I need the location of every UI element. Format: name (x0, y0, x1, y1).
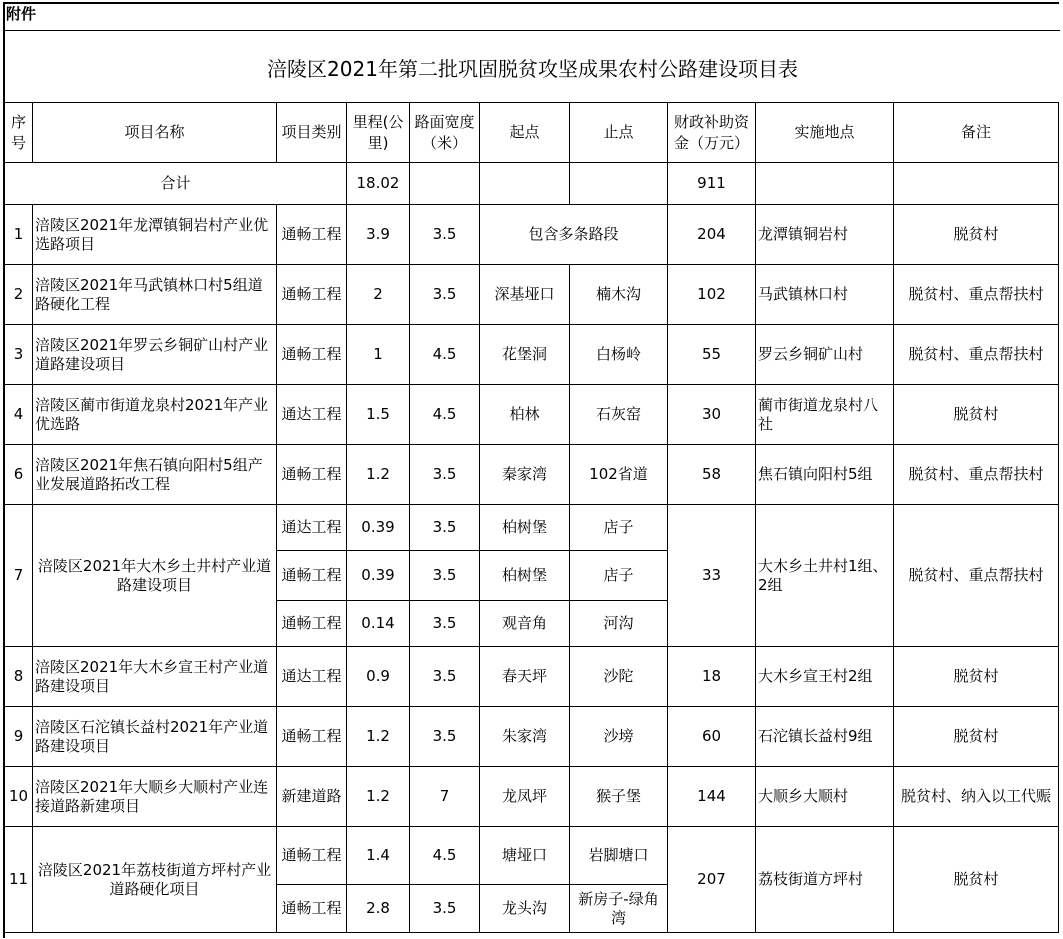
row-location: 焦石镇向阳村5组 (756, 445, 894, 505)
table-row (5, 445, 1059, 505)
row-category: 通达工程 (277, 647, 347, 707)
row-start-end: 包含多条路段 (480, 205, 668, 265)
table-row (5, 325, 1059, 385)
row-width: 3.5 (410, 205, 480, 265)
total-end-empty (570, 163, 668, 205)
row-note: 脱贫村 (894, 385, 1059, 445)
total-start-empty (480, 163, 570, 205)
row-note: 脱贫村、重点帮扶村 (894, 505, 1059, 647)
row-fund: 33 (668, 505, 756, 647)
row-project-name: 涪陵区2021年荔枝街道方坪村产业道路硬化项目 (33, 827, 277, 933)
header-end: 止点 (570, 103, 668, 163)
row-location: 荔枝街道方坪村 (756, 827, 894, 933)
row-start: 秦家湾 (480, 445, 570, 505)
total-row (5, 163, 1059, 205)
total-mileage: 18.02 (347, 163, 410, 205)
row-end: 店子 (570, 551, 668, 601)
total-note-empty (894, 163, 1059, 205)
row-location: 罗云乡铜矿山村 (756, 325, 894, 385)
row-note: 脱贫村、重点帮扶村 (894, 325, 1059, 385)
row-fund: 30 (668, 385, 756, 445)
row-end: 石灰窑 (570, 385, 668, 445)
row-seq: 11 (5, 827, 33, 933)
table-row (5, 827, 1059, 885)
row-mileage: 1 (347, 325, 410, 385)
row-mileage: 0.9 (347, 647, 410, 707)
row-project-name: 涪陵区2021年马武镇林口村5组道路硬化工程 (33, 265, 277, 325)
row-note: 脱贫村、纳入以工代赈 (894, 767, 1059, 827)
row-mileage: 0.14 (347, 601, 410, 647)
row-end: 沙塝 (570, 707, 668, 767)
row-start: 春天坪 (480, 647, 570, 707)
row-start: 塘垭口 (480, 827, 570, 885)
row-end: 新房子-绿角湾 (570, 885, 668, 933)
row-location: 蔺市街道龙泉村八社 (756, 385, 894, 445)
row-note: 脱贫村 (894, 707, 1059, 767)
row-category: 通畅工程 (277, 885, 347, 933)
row-seq: 4 (5, 385, 33, 445)
row-width: 3.5 (410, 601, 480, 647)
row-seq: 7 (5, 505, 33, 647)
row-project-name: 涪陵区2021年焦石镇向阳村5组产业发展道路拓改工程 (33, 445, 277, 505)
total-width-empty (410, 163, 480, 205)
row-mileage: 1.2 (347, 707, 410, 767)
row-mileage: 1.2 (347, 767, 410, 827)
row-end: 沙陀 (570, 647, 668, 707)
row-project-name: 涪陵区2021年龙潭镇铜岩村产业优选路项目 (33, 205, 277, 265)
row-location: 大木乡宣王村2组 (756, 647, 894, 707)
annex-label: 附件 (6, 5, 37, 23)
row-seq: 2 (5, 265, 33, 325)
row-width: 4.5 (410, 385, 480, 445)
row-seq: 10 (5, 767, 33, 827)
row-end: 店子 (570, 505, 668, 551)
row-category: 通畅工程 (277, 601, 347, 647)
row-category: 通畅工程 (277, 827, 347, 885)
row-mileage: 2 (347, 265, 410, 325)
row-location: 石沱镇长益村9组 (756, 707, 894, 767)
header-row (5, 103, 1059, 163)
row-project-name: 涪陵区2021年大顺乡大顺村产业连接道路新建项目 (33, 767, 277, 827)
row-fund: 18 (668, 647, 756, 707)
row-start: 柏林 (480, 385, 570, 445)
row-start: 柏树堡 (480, 551, 570, 601)
row-location: 大木乡土井村1组、2组 (756, 505, 894, 647)
table-row (5, 767, 1059, 827)
header-width: 路面宽度（米） (410, 103, 480, 163)
row-category: 通畅工程 (277, 205, 347, 265)
row-start: 深基垭口 (480, 265, 570, 325)
row-location: 大顺乡大顺村 (756, 767, 894, 827)
row-start: 柏树堡 (480, 505, 570, 551)
row-mileage: 1.4 (347, 827, 410, 885)
table-row (5, 265, 1059, 325)
total-label: 合计 (5, 163, 347, 205)
row-end: 猴子堡 (570, 767, 668, 827)
row-width: 3.5 (410, 551, 480, 601)
row-category: 通畅工程 (277, 551, 347, 601)
table-row (5, 707, 1059, 767)
row-width: 4.5 (410, 827, 480, 885)
page-title: 涪陵区2021年第二批巩固脱贫攻坚成果农村公路建设项目表 (4, 30, 1060, 103)
row-fund: 102 (668, 265, 756, 325)
row-project-name: 涪陵区蔺市街道龙泉村2021年产业优选路 (33, 385, 277, 445)
row-mileage: 3.9 (347, 205, 410, 265)
row-fund: 55 (668, 325, 756, 385)
row-note: 脱贫村、重点帮扶村 (894, 445, 1059, 505)
row-mileage: 0.39 (347, 551, 410, 601)
row-category: 通畅工程 (277, 707, 347, 767)
row-seq: 9 (5, 707, 33, 767)
row-category: 通畅工程 (277, 445, 347, 505)
row-start: 龙头沟 (480, 885, 570, 933)
row-category: 新建道路 (277, 767, 347, 827)
row-mileage: 1.2 (347, 445, 410, 505)
row-fund: 58 (668, 445, 756, 505)
row-width: 3.5 (410, 505, 480, 551)
row-end: 岩脚塘口 (570, 827, 668, 885)
row-category: 通达工程 (277, 505, 347, 551)
row-width: 3.5 (410, 647, 480, 707)
header-note: 备注 (894, 103, 1059, 163)
row-location: 龙潭镇铜岩村 (756, 205, 894, 265)
row-project-name: 涪陵区石沱镇长益村2021年产业道路建设项目 (33, 707, 277, 767)
row-note: 脱贫村 (894, 205, 1059, 265)
header-name: 项目名称 (33, 103, 277, 163)
row-project-name: 涪陵区2021年大木乡土井村产业道路建设项目 (33, 505, 277, 647)
row-fund: 60 (668, 707, 756, 767)
header-seq: 序号 (5, 103, 33, 163)
row-project-name: 涪陵区2021年大木乡宣王村产业道路建设项目 (33, 647, 277, 707)
row-width: 7 (410, 767, 480, 827)
header-mileage: 里程(公里) (347, 103, 410, 163)
row-note: 脱贫村 (894, 827, 1059, 933)
row-width: 3.5 (410, 445, 480, 505)
row-width: 4.5 (410, 325, 480, 385)
row-seq: 1 (5, 205, 33, 265)
row-end: 河沟 (570, 601, 668, 647)
total-location-empty (756, 163, 894, 205)
row-mileage: 2.8 (347, 885, 410, 933)
row-fund: 207 (668, 827, 756, 933)
table-row (5, 505, 1059, 551)
row-seq: 3 (5, 325, 33, 385)
row-seq: 8 (5, 647, 33, 707)
row-project-name: 涪陵区2021年罗云乡铜矿山村产业道路建设项目 (33, 325, 277, 385)
row-end: 102省道 (570, 445, 668, 505)
table-row (5, 647, 1059, 707)
table-row (5, 385, 1059, 445)
row-width: 3.5 (410, 885, 480, 933)
row-width: 3.5 (410, 707, 480, 767)
header-fund: 财政补助资金（万元） (668, 103, 756, 163)
row-note: 脱贫村 (894, 647, 1059, 707)
row-fund: 204 (668, 205, 756, 265)
row-start: 花堡洞 (480, 325, 570, 385)
row-mileage: 1.5 (347, 385, 410, 445)
row-end: 白杨岭 (570, 325, 668, 385)
row-end: 楠木沟 (570, 265, 668, 325)
header-category: 项目类别 (277, 103, 347, 163)
row-mileage: 0.39 (347, 505, 410, 551)
row-location: 马武镇林口村 (756, 265, 894, 325)
row-category: 通畅工程 (277, 325, 347, 385)
total-fund: 911 (668, 163, 756, 205)
row-category: 通畅工程 (277, 265, 347, 325)
row-width: 3.5 (410, 265, 480, 325)
row-note: 脱贫村、重点帮扶村 (894, 265, 1059, 325)
row-start: 朱家湾 (480, 707, 570, 767)
project-table (4, 102, 1059, 933)
row-start: 观音角 (480, 601, 570, 647)
table-row (5, 205, 1059, 265)
row-seq: 6 (5, 445, 33, 505)
header-location: 实施地点 (756, 103, 894, 163)
row-category: 通达工程 (277, 385, 347, 445)
row-fund: 144 (668, 767, 756, 827)
row-start: 龙凤坪 (480, 767, 570, 827)
header-start: 起点 (480, 103, 570, 163)
